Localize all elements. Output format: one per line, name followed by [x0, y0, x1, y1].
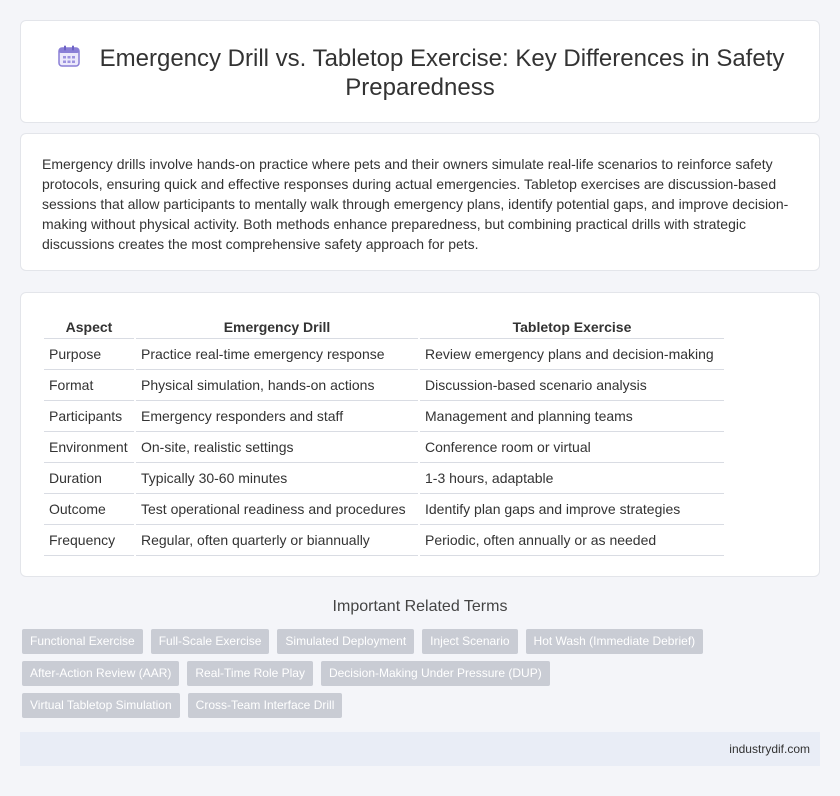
row-emergency-drill: Practice real-time emergency response — [136, 339, 418, 370]
table-row — [44, 525, 724, 556]
row-tabletop-exercise: Review emergency plans and decision-making — [420, 339, 724, 370]
row-emergency-drill: Emergency responders and staff — [136, 401, 418, 432]
title-card — [20, 20, 820, 123]
related-term-tag[interactable]: After-Action Review (AAR) — [22, 661, 179, 686]
table-row — [44, 463, 724, 494]
header-tabletop-exercise: Tabletop Exercise — [420, 311, 724, 339]
footer — [20, 732, 820, 766]
related-term-tag[interactable]: Hot Wash (Immediate Debrief) — [526, 629, 704, 654]
related-term-tag[interactable]: Cross-Team Interface Drill — [188, 693, 343, 718]
related-terms-list — [22, 629, 712, 725]
intro-card — [20, 133, 820, 271]
table-row — [44, 339, 724, 370]
comparison-table — [42, 311, 726, 556]
header-aspect: Aspect — [44, 311, 134, 339]
row-tabletop-exercise: 1-3 hours, adaptable — [420, 463, 724, 494]
calendar-icon — [56, 43, 82, 69]
related-term-tag[interactable]: Simulated Deployment — [277, 629, 414, 654]
page-title-text: Emergency Drill vs. Tabletop Exercise: Key Differences in Safety Preparedness — [99, 45, 785, 101]
row-tabletop-exercise: Discussion-based scenario analysis — [420, 370, 724, 401]
row-aspect: Frequency — [44, 525, 134, 556]
related-terms-heading: Important Related Terms — [332, 598, 508, 615]
intro-paragraph: Emergency drills involve hands-on practice where pets and their owners simulate real-life scenarios to reinforce safety protocols, ensuring quick and effective responses during actual emergencies. Tabletop exercises are discussion-based sessions that allow participants to mentally walk through emergency plans, identify potential gaps, and improve decision-making without physical activity. Both methods enhance preparedness, but combining practical drills with strategic discussions creates the most comprehensive safety approach for pets. — [42, 156, 789, 252]
related-term-tag[interactable]: Real-Time Role Play — [187, 661, 313, 686]
table-row — [44, 370, 724, 401]
table-row — [44, 432, 724, 463]
row-emergency-drill: Typically 30-60 minutes — [136, 463, 418, 494]
table-row — [44, 401, 724, 432]
row-emergency-drill: Regular, often quarterly or biannually — [136, 525, 418, 556]
row-emergency-drill: Test operational readiness and procedures — [136, 494, 418, 525]
row-tabletop-exercise: Periodic, often annually or as needed — [420, 525, 724, 556]
table-row — [44, 494, 724, 525]
related-term-tag[interactable]: Inject Scenario — [422, 629, 517, 654]
footer-site-link[interactable]: industrydif.com — [729, 742, 810, 756]
row-aspect: Outcome — [44, 494, 134, 525]
related-term-tag[interactable]: Virtual Tabletop Simulation — [22, 693, 180, 718]
row-aspect: Environment — [44, 432, 134, 463]
comparison-card — [20, 292, 820, 577]
row-aspect: Purpose — [44, 339, 134, 370]
row-emergency-drill: Physical simulation, hands-on actions — [136, 370, 418, 401]
related-term-tag[interactable]: Full-Scale Exercise — [151, 629, 270, 654]
row-aspect: Duration — [44, 463, 134, 494]
row-emergency-drill: On-site, realistic settings — [136, 432, 418, 463]
row-aspect: Format — [44, 370, 134, 401]
row-tabletop-exercise: Management and planning teams — [420, 401, 724, 432]
header-emergency-drill: Emergency Drill — [136, 311, 418, 339]
table-header-row — [44, 311, 724, 339]
related-term-tag[interactable]: Functional Exercise — [22, 629, 143, 654]
row-aspect: Participants — [44, 401, 134, 432]
row-tabletop-exercise: Identify plan gaps and improve strategies — [420, 494, 724, 525]
related-term-tag[interactable]: Decision-Making Under Pressure (DUP) — [321, 661, 550, 686]
page-title — [21, 43, 819, 102]
row-tabletop-exercise: Conference room or virtual — [420, 432, 724, 463]
